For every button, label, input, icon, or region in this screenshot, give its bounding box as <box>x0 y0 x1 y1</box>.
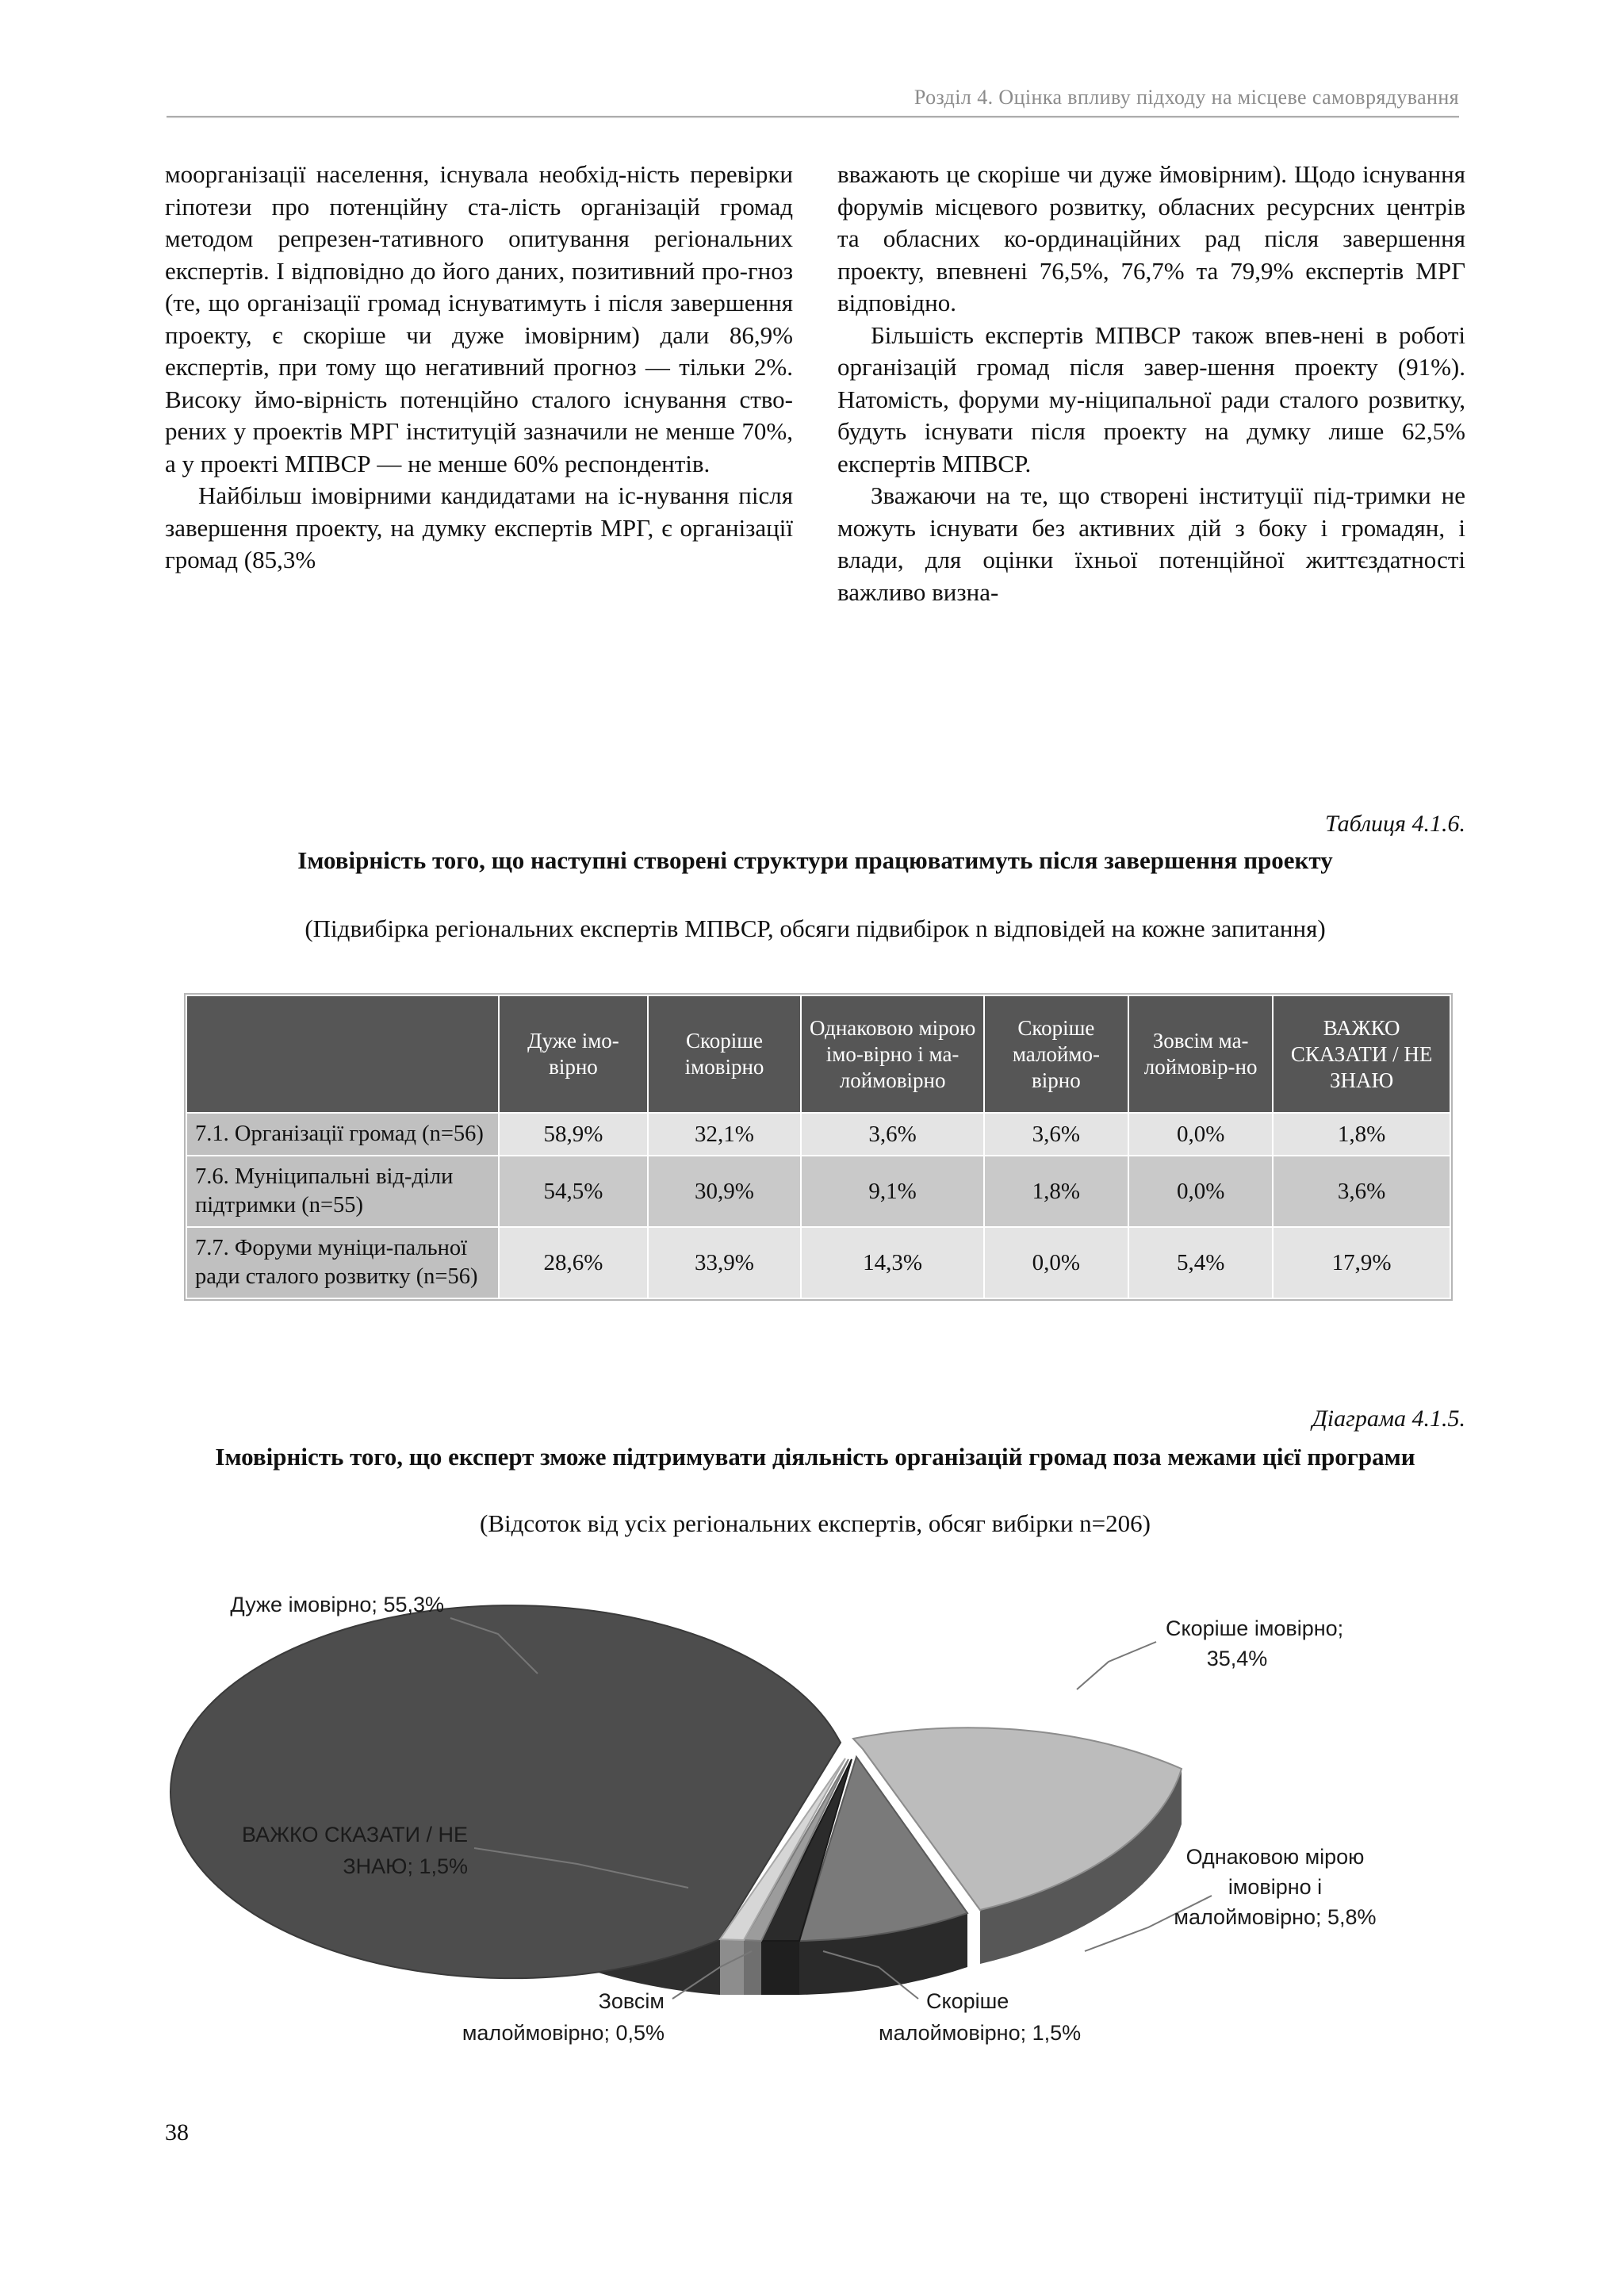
table-cell: 3,6% <box>1273 1156 1450 1227</box>
right-column <box>837 159 1465 608</box>
table-header-cell-blank <box>186 995 499 1113</box>
pie-label-equal-line3: малоймовірно; 5,8% <box>1174 1905 1377 1929</box>
pie-label-equal-line1: Однаковою мірою <box>1185 1845 1365 1869</box>
table-cell: 3,6% <box>984 1113 1128 1156</box>
table-header-cell-rather-unlikely: Скоріше малоймо-вірно <box>984 995 1128 1113</box>
table-row <box>186 1227 1450 1298</box>
pie-label-hard-to-say-line1: ВАЖКО СКАЗАТИ / НЕ <box>241 1823 468 1846</box>
table-cell: 9,1% <box>801 1156 983 1227</box>
table-row-label: 7.1. Організації громад (n=56) <box>186 1113 499 1156</box>
pie-graphic <box>170 1605 1182 1995</box>
table-cell: 17,9% <box>1273 1227 1450 1298</box>
paragraph: вважають це скоріше чи дуже ймовірним). Щодо існування форумів місцевого розвитку, обласних ресурсних центрів та обласних ко-ординаційних рад після завершення проекту, впевнені 76,5%, 76,7% та 79,9% експертів МРГ відповідно. <box>837 160 1465 316</box>
paragraph: моорганізації населення, існувала необхід-ність перевірки гіпотези про потенційну ста-лість організацій громад методом репрезен-тативного опитування регіональних експертів. І відповідно до його даних, позитивний про-гноз (те, що організації громад існуватимуть і після завершення проекту, є скоріше чи дуже імовірним) дали 86,9% експертів, при тому що негативний прогноз — тільки 2%. Високу ймо-вірність потенційно сталого існування ство-рених у проектів МРГ інституцій зазначили не менше 70%, а у проекті МПВСР — не менше 60% респондентів. <box>165 160 793 477</box>
table-cell: 0,0% <box>984 1227 1128 1298</box>
table-cell: 3,6% <box>801 1113 983 1156</box>
paragraph: Більшість експертів МПВСР також впев-нені в роботі організацій громад після завер-шення проекту (91%). Натомість, форуми му-ніципальної ради сталого розвитку, будуть існувати після проекту на думку лише 62,5% експертів МПВСР. <box>837 320 1465 477</box>
table-cell: 30,9% <box>648 1156 802 1227</box>
table-row-label: 7.7. Форуми муніци-пальної ради сталого розвитку (n=56) <box>186 1227 499 1298</box>
page-number: 38 <box>165 2119 189 2146</box>
paragraph: Найбільш імовірними кандидатами на іс-нування після завершення проекту, на думку експертів МРГ, є організації громад (85,3% <box>165 481 793 573</box>
pie-label-rather-likely-line1: Скоріше імовірно; <box>1166 1616 1344 1640</box>
paragraph: Зважаючи на те, що створені інституції під-тримки не можуть існувати без активних дій з боку і громадян, і влади, для оцінки їхньої потенційної життєздатності важливо визна- <box>837 481 1465 606</box>
pie-wall-rather-unlikely <box>761 1941 799 1995</box>
pie-chart <box>165 1555 1465 2094</box>
table-cell: 14,3% <box>801 1227 983 1298</box>
data-table <box>184 993 1453 1301</box>
table-cell: 32,1% <box>648 1113 802 1156</box>
header-rule <box>167 116 1459 118</box>
table-cell: 28,6% <box>499 1227 647 1298</box>
table-title: Імовірність того, що наступні створені структури працюватимуть після завершення проекту <box>297 846 1333 874</box>
table-caption-number: Таблиця 4.1.6. <box>1325 811 1465 837</box>
table-subtitle: (Підвибірка регіональних експертів МПВСР, обсяги підвибірок n відповідей на кожне запитання) <box>304 915 1326 942</box>
pie-label-rather-unlikely-line1: Скоріше <box>926 1989 1009 2013</box>
table-cell: 54,5% <box>499 1156 647 1227</box>
pie-label-rather-unlikely-line2: малоймовірно; 1,5% <box>879 2021 1082 2045</box>
table-cell: 33,9% <box>648 1227 802 1298</box>
table-header-cell-hard-to-say: ВАЖКО СКАЗАТИ / НЕ ЗНАЮ <box>1273 995 1450 1113</box>
chart-caption-number: Діаграма 4.1.5. <box>1312 1405 1465 1432</box>
chart-title: Імовірність того, що експерт зможе підтримувати діяльність організацій громад поза межами цієї програми <box>215 1443 1415 1471</box>
pie-label-very-unlikely-line1: Зовсім <box>598 1989 665 2013</box>
table-cell: 0,0% <box>1128 1113 1273 1156</box>
table-cell: 1,8% <box>984 1156 1128 1227</box>
pie-wall-hard-to-say <box>720 1939 744 1995</box>
pie-label-very-unlikely-line2: малоймовірно; 0,5% <box>462 2021 665 2045</box>
pie-wall-very-unlikely <box>744 1940 761 1995</box>
chart-subtitle: (Відсоток від усіх регіональних експертів, обсяг вибірки n=206) <box>480 1509 1151 1537</box>
running-head-text: Розділ 4. Оцінка впливу підходу на місцеве самоврядування <box>914 86 1459 109</box>
running-head <box>167 86 1459 118</box>
table-row <box>186 1113 1450 1156</box>
table-cell: 5,4% <box>1128 1227 1273 1298</box>
table-row <box>186 1156 1450 1227</box>
table-header-row <box>186 995 1450 1113</box>
table-header-cell-very-unlikely: Зовсім ма-лоймовір-но <box>1128 995 1273 1113</box>
pie-label-very-likely: Дуже імовірно; 55,3% <box>230 1593 444 1616</box>
body-columns <box>165 159 1465 608</box>
table-cell: 58,9% <box>499 1113 647 1156</box>
pie-label-equal-line2: імовірно і <box>1228 1875 1323 1899</box>
table-row-label: 7.6. Муніципальні від-діли підтримки (n=55) <box>186 1156 499 1227</box>
pie-label-hard-to-say-line2: ЗНАЮ; 1,5% <box>343 1854 468 1878</box>
pie-label-rather-likely-line2: 35,4% <box>1206 1647 1268 1670</box>
table-header-cell-rather-likely: Скоріше імовірно <box>648 995 802 1113</box>
table-header-cell-equal: Однаковою мірою імо-вірно і ма-лоймовірно <box>801 995 983 1113</box>
table-cell: 1,8% <box>1273 1113 1450 1156</box>
table-cell: 0,0% <box>1128 1156 1273 1227</box>
table-header-cell-very-likely: Дуже імо-вірно <box>499 995 647 1113</box>
left-column <box>165 159 793 608</box>
